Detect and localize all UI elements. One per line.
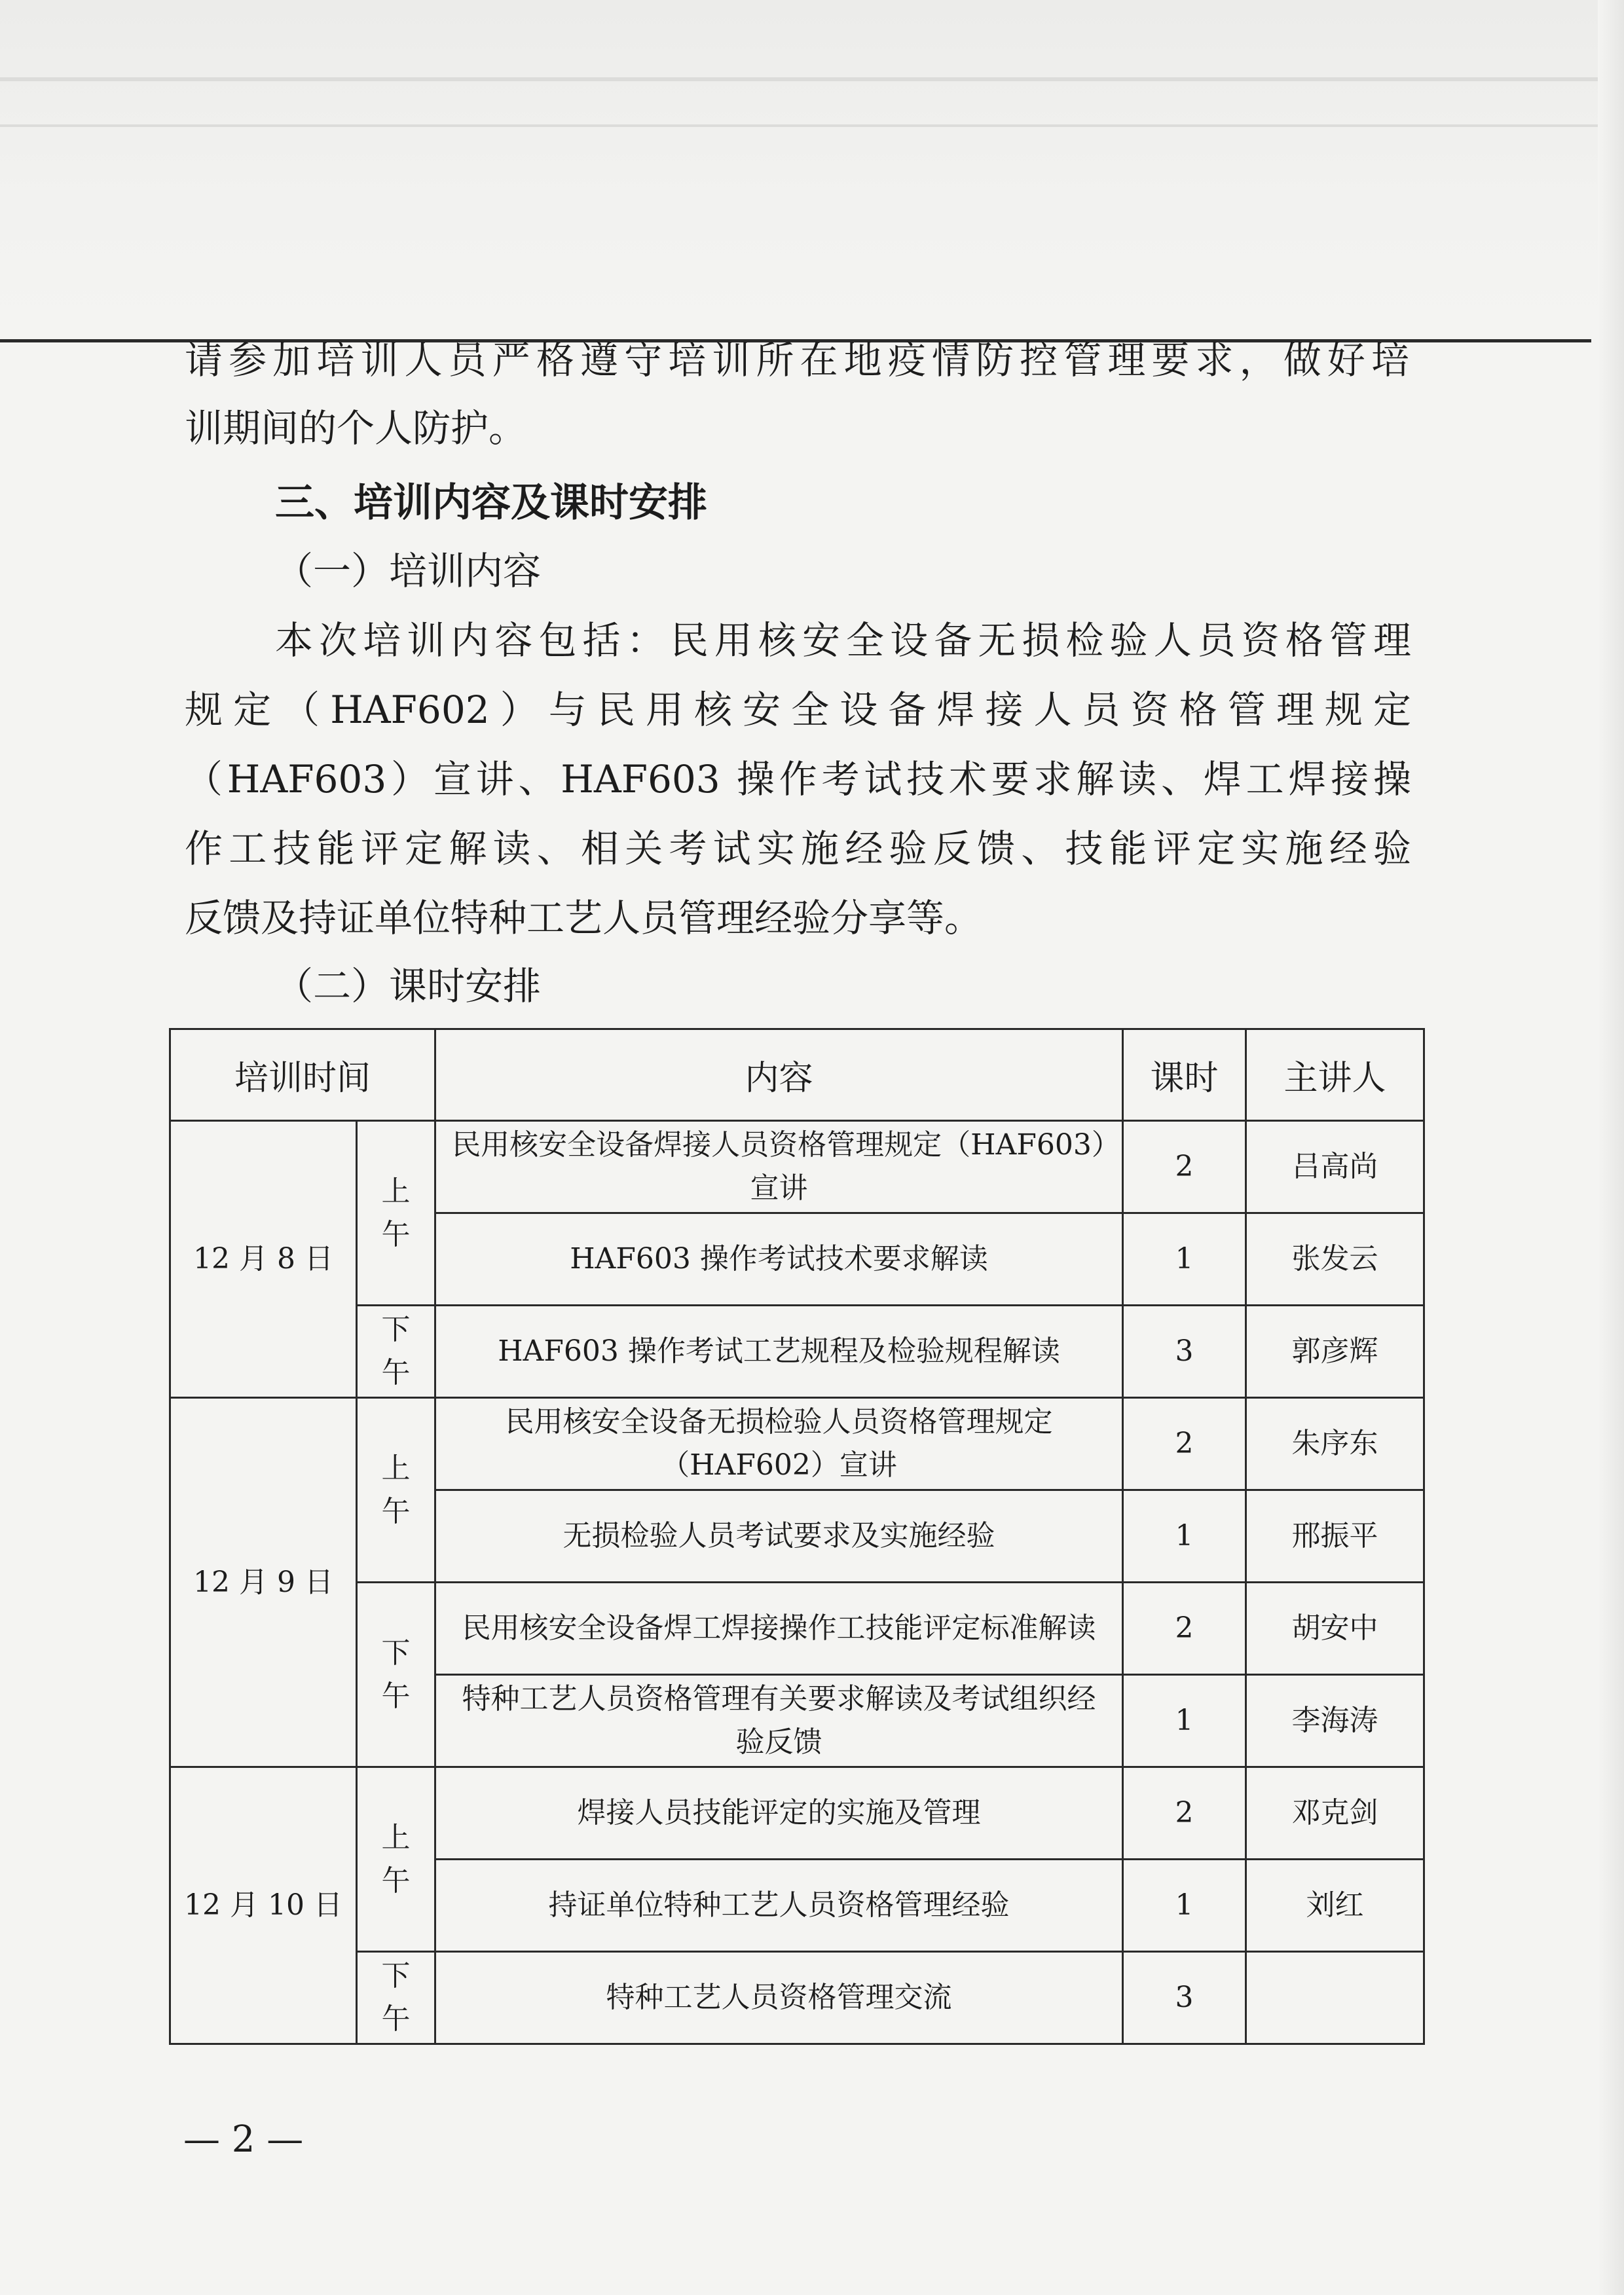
text-line: 规定（HAF602）与民用核安全设备焊接人员资格管理规定 (185, 688, 1411, 732)
text-line: 本次培训内容包括：民用核安全设备无损检验人员资格管理 (275, 618, 1411, 663)
header-content: 内容 (435, 1029, 1123, 1121)
subsection-title: （二）课时安排 (275, 964, 542, 1008)
text-line: 训期间的个人防护。 (185, 406, 527, 450)
table-row (170, 1767, 1424, 1860)
period-afternoon: 下 午 (357, 1583, 435, 1767)
table-row (170, 1121, 1424, 1213)
period-afternoon: 下 午 (357, 1306, 435, 1398)
scan-artifact (0, 124, 1624, 127)
content-cell: 民用核安全设备焊接人员资格管理规定（HAF603）宣讲 (435, 1121, 1123, 1213)
lecturer-cell: 朱序东 (1246, 1398, 1424, 1490)
table-row (170, 1952, 1424, 2044)
hours-cell: 2 (1123, 1767, 1246, 1860)
hours-cell: 3 (1123, 1306, 1246, 1398)
lecturer-cell: 李海涛 (1246, 1675, 1424, 1767)
lecturer-cell: 郭彦辉 (1246, 1306, 1424, 1398)
lecturer-cell: 吕高尚 (1246, 1121, 1424, 1213)
content-cell: HAF603 操作考试技术要求解读 (435, 1213, 1123, 1306)
lecturer-cell: 张发云 (1246, 1213, 1424, 1306)
header-time: 培训时间 (170, 1029, 435, 1121)
date-cell: 12 月 10 日 (170, 1767, 357, 2044)
content-cell: 焊接人员技能评定的实施及管理 (435, 1767, 1123, 1860)
content-cell: 特种工艺人员资格管理有关要求解读及考试组织经验反馈 (435, 1675, 1123, 1767)
lecturer-cell: 邓克剑 (1246, 1767, 1424, 1860)
text-line: 作工技能评定解读、相关考试实施经验反馈、技能评定实施经验 (185, 826, 1411, 871)
lecturer-cell (1246, 1952, 1424, 2044)
page-edge (1598, 0, 1624, 2295)
header-lecturer: 主讲人 (1246, 1029, 1424, 1121)
hours-cell: 1 (1123, 1490, 1246, 1583)
content-cell: HAF603 操作考试工艺规程及检验规程解读 (435, 1306, 1123, 1398)
hours-cell: 2 (1123, 1398, 1246, 1490)
table-row (170, 1583, 1424, 1675)
scan-shadow (0, 0, 1624, 340)
content-cell: 持证单位特种工艺人员资格管理经验 (435, 1860, 1123, 1952)
period-afternoon: 下 午 (357, 1952, 435, 2044)
date-cell: 12 月 9 日 (170, 1398, 357, 1767)
lecturer-cell: 胡安中 (1246, 1583, 1424, 1675)
date-cell: 12 月 8 日 (170, 1121, 357, 1398)
period-morning: 上 午 (357, 1767, 435, 1952)
content-cell: 民用核安全设备焊工焊接操作工技能评定标准解读 (435, 1583, 1123, 1675)
table-header-row (170, 1029, 1424, 1121)
content-cell: 民用核安全设备无损检验人员资格管理规定（HAF602）宣讲 (435, 1398, 1123, 1490)
lecturer-cell: 邢振平 (1246, 1490, 1424, 1583)
content-cell: 无损检验人员考试要求及实施经验 (435, 1490, 1123, 1583)
text-line: （HAF603）宣讲、HAF603 操作考试技术要求解读、焊工焊接操 (185, 757, 1411, 801)
content-cell: 特种工艺人员资格管理交流 (435, 1952, 1123, 2044)
text-line: 反馈及持证单位特种工艺人员管理经验分享等。 (185, 896, 983, 940)
table-row (170, 1306, 1424, 1398)
hours-cell: 1 (1123, 1860, 1246, 1952)
lecturer-cell: 刘红 (1246, 1860, 1424, 1952)
table-row (170, 1398, 1424, 1490)
page-number: — 2 — (183, 2118, 304, 2161)
hours-cell: 1 (1123, 1213, 1246, 1306)
subsection-title: （一）培训内容 (275, 549, 542, 593)
text-line: 请参加培训人员严格遵守培训所在地疫情防控管理要求，做好培 (185, 338, 1409, 382)
hours-cell: 2 (1123, 1121, 1246, 1213)
header-hours: 课时 (1123, 1029, 1246, 1121)
hours-cell: 1 (1123, 1675, 1246, 1767)
scan-artifact (0, 77, 1624, 81)
period-morning: 上 午 (357, 1398, 435, 1583)
hours-cell: 3 (1123, 1952, 1246, 2044)
period-morning: 上 午 (357, 1121, 435, 1306)
section-heading: 三、培训内容及课时安排 (275, 480, 707, 526)
hours-cell: 2 (1123, 1583, 1246, 1675)
schedule-table (169, 1028, 1425, 2045)
